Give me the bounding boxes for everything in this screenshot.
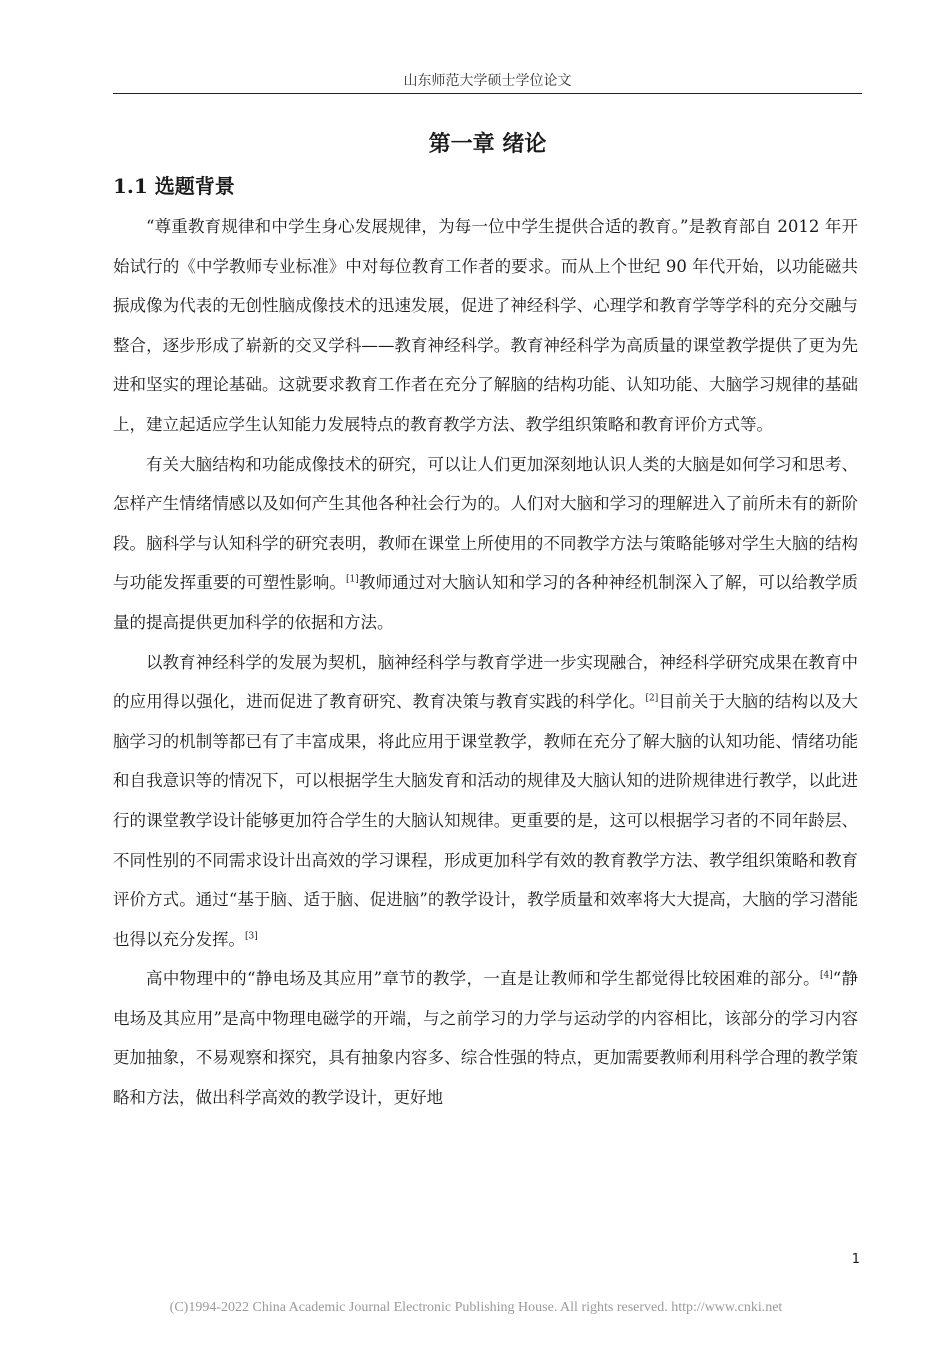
paragraph-text: “静电场及其应用”是高中物理电磁学的开端，与之前学习的力学与运动学的内容相比，该部分的学习内容更加抽象，不易观察和探究，具有抽象内容多、综合性强的特点，更加需要教师利用科学合理的教学策略和方法，做出科学高效的教学设计，更好地 [113, 969, 859, 1108]
paragraph-text: “尊重教育规律和中学生身心发展规律，为每一位中学生提供合适的教育。”是教育部自 2012 年开始试行的《中学教师专业标准》中对每位教育工作者的要求。而从上个世纪 90 年代开始，以功能磁共振成像为代表的无创性脑成像技术的迅速发展，促进了神经科学、心理学和教育学等学科的充分交融与整合，逐步形成了崭新的交叉学科——教育神经科学。教育神经科学为高质量的课堂教学提供了更为先进和坚实的理论基础。这就要求教育工作者在充分了解脑的结构功能、认知功能、大脑学习规律的基础上，建立起适应学生认知能力发展特点的教育教学方法、教学组织策略和教育评价方式等。 [113, 217, 858, 434]
copyright-footer: (C)1994-2022 China Academic Journal Electronic Publishing House. All rights reserved. http://www.cnki.net [169, 1300, 783, 1315]
citation-ref[interactable]: [2] [645, 693, 659, 704]
paragraph-text: 目前关于大脑的结构以及大脑学习的机制等都已有了丰富成果，将此应用于课堂教学，教师在充分了解大脑的认知功能、情绪功能和自我意识等的情况下，可以根据学生大脑发育和活动的规律及大脑认知的进阶规律进行教学，以此进行的课堂教学设计能够更加符合学生的大脑认知规律。更重要的是，这可以根据学习者的不同年龄层、不同性别的不同需求设计出高效的学习课程，形成更加科学有效的教育教学方法、教学组织策略和教育评价方式。通过“基于脑、适于脑、促进脑”的教学设计，教学质量和效率将大大提高，大脑的学习潜能也得以充分发挥。 [113, 692, 859, 949]
paragraph-text: 教师通过对大脑认知和学习的各种神经机制深入了解，可以给教学质量的提高提供更加科学的依据和方法。 [113, 573, 859, 632]
paragraph [113, 959, 858, 1117]
citation-ref[interactable]: [4] [819, 970, 833, 981]
paragraph-text: 高中物理中的“静电场及其应用”章节的教学，一直是让教师和学生都觉得比较困难的部分。 [146, 969, 820, 989]
paragraph [113, 445, 858, 643]
paragraph-text: 以教育神经科学的发展为契机，脑神经科学与教育学进一步实现融合，神经科学研究成果在教育中的应用得以强化，进而促进了教育研究、教育决策与教育实践的科学化。 [113, 652, 858, 712]
body-text [113, 207, 858, 1118]
header-divider [113, 93, 862, 94]
page-number: 1 [851, 1252, 860, 1267]
paragraph-text: 有关大脑结构和功能成像技术的研究，可以让人们更加深刻地认识人类的大脑是如何学习和思考、怎样产生情绪情感以及如何产生其他各种社会行为的。人们对大脑和学习的理解进入了前所未有的新阶段。脑科学与认知科学的研究表明，教师在课堂上所使用的不同教学方法与策略能够对学生大脑的结构与功能发挥重要的可塑性影响。 [113, 454, 858, 593]
section-title: 1.1 选题背景 [113, 174, 235, 198]
chapter-title: 第一章 绪论 [428, 132, 547, 157]
running-header: 山东师范大学硕士学位论文 [403, 73, 572, 89]
citation-ref[interactable]: [1] [346, 574, 359, 585]
citation-ref[interactable]: [3] [245, 931, 258, 942]
paragraph [113, 207, 858, 445]
paragraph [113, 643, 858, 960]
